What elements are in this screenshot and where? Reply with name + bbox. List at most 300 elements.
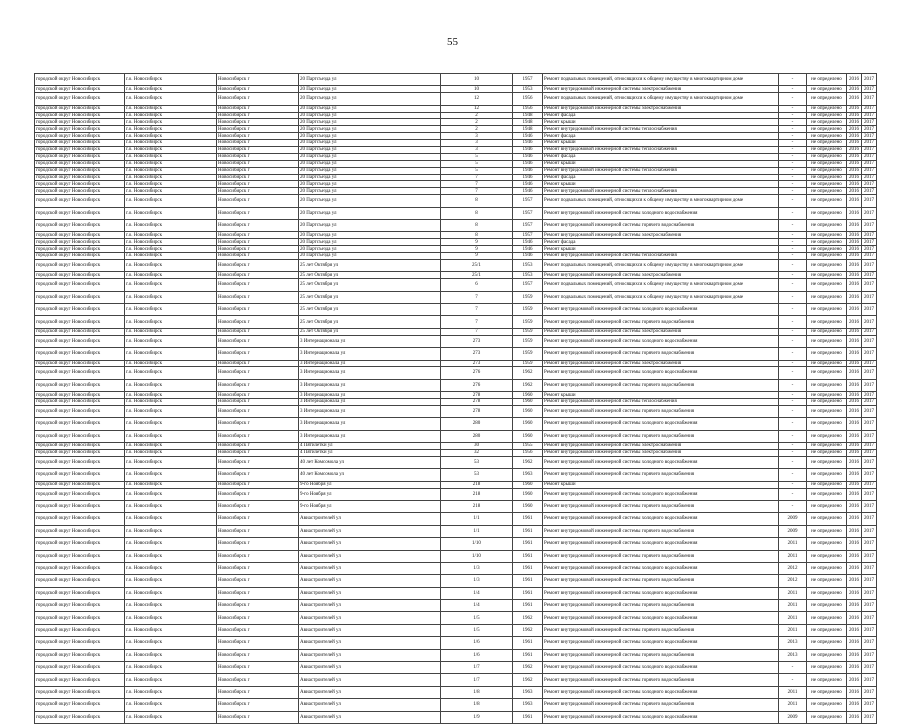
settlement-cell: Новосибирск г [217,399,299,406]
house-number-cell: 8 [441,195,513,207]
table-row [35,147,877,154]
cost-cell: не определено [807,147,847,154]
settlement-cell: Новосибирск г [217,575,299,587]
street-cell: 3 Интернационала ул [299,348,441,360]
municipality-cell: городской округ Новосибирск [35,126,125,133]
plan-start-year-cell: 2016 [847,379,862,391]
plan-end-year-cell: 2017 [862,367,877,379]
build-year-cell: 1962 [513,624,543,636]
municipality-cell: городской округ Новосибирск [35,686,125,698]
cost-cell: не определено [807,167,847,174]
last-repair-year-cell: - [779,392,807,399]
table-row [35,699,877,711]
plan-end-year-cell: 2017 [862,562,877,574]
municipality-cell: городской округ Новосибирск [35,469,125,481]
cost-cell: не определено [807,392,847,399]
cost-cell: не определено [807,488,847,500]
settlement-cell: Новосибирск г [217,220,299,232]
settlement-cell: Новосибирск г [217,105,299,112]
cost-cell: не определено [807,674,847,686]
urban-district-cell: г.о. Новосибирск [125,167,217,174]
last-repair-year-cell: - [779,147,807,154]
settlement-cell: Новосибирск г [217,174,299,181]
plan-end-year-cell: 2017 [862,550,877,562]
settlement-cell: Новосибирск г [217,674,299,686]
house-number-cell: 1/10 [441,538,513,550]
table-row [35,335,877,347]
table-row [35,93,877,105]
municipality-cell: городской округ Новосибирск [35,304,125,316]
build-year-cell: 1963 [513,469,543,481]
municipality-cell: городской округ Новосибирск [35,220,125,232]
house-number-cell: 1/4 [441,600,513,612]
municipality-cell: городской округ Новосибирск [35,649,125,661]
house-number-cell: 10 [441,74,513,86]
table-row [35,167,877,174]
plan-start-year-cell: 2016 [847,253,862,260]
house-number-cell: 7 [441,328,513,335]
municipality-cell: городской округ Новосибирск [35,525,125,537]
plan-start-year-cell: 2016 [847,600,862,612]
cost-cell: не определено [807,612,847,624]
municipality-cell: городской округ Новосибирск [35,335,125,347]
plan-end-year-cell: 2017 [862,195,877,207]
plan-start-year-cell: 2016 [847,399,862,406]
last-repair-year-cell: - [779,674,807,686]
plan-start-year-cell: 2016 [847,93,862,105]
urban-district-cell: г.о. Новосибирск [125,232,217,239]
house-number-cell: 218 [441,481,513,488]
urban-district-cell: г.о. Новосибирск [125,405,217,417]
table-row [35,174,877,181]
municipality-cell: городской округ Новосибирск [35,562,125,574]
house-number-cell: 1/3 [441,575,513,587]
house-number-cell: 2 [441,112,513,119]
table-row [35,253,877,260]
last-repair-year-cell: - [779,418,807,430]
plan-end-year-cell: 2017 [862,188,877,195]
plan-end-year-cell: 2017 [862,140,877,147]
table-row [35,418,877,430]
build-year-cell: 1962 [513,662,543,674]
work-type-cell: Ремонт крыши [543,181,779,188]
build-year-cell: 1957 [513,195,543,207]
settlement-cell: Новосибирск г [217,181,299,188]
municipality-cell: городской округ Новосибирск [35,160,125,167]
build-year-cell: 1959 [513,316,543,328]
plan-start-year-cell: 2016 [847,207,862,219]
urban-district-cell: г.о. Новосибирск [125,188,217,195]
house-number-cell: 53 [441,456,513,468]
work-type-cell: Ремонт фасада [543,153,779,160]
last-repair-year-cell: - [779,360,807,367]
build-year-cell: 1961 [513,525,543,537]
build-year-cell: 1946 [513,174,543,181]
house-number-cell: 25/1 [441,272,513,279]
plan-end-year-cell: 2017 [862,481,877,488]
work-type-cell: Ремонт внутридомовой инженерной системы электроснабжения [543,272,779,279]
table-row [35,291,877,303]
settlement-cell: Новосибирск г [217,624,299,636]
municipality-cell: городской округ Новосибирск [35,367,125,379]
settlement-cell: Новосибирск г [217,711,299,723]
settlement-cell: Новосибирск г [217,259,299,271]
plan-end-year-cell: 2017 [862,119,877,126]
municipality-cell: городской округ Новосибирск [35,430,125,442]
street-cell: 20 Партсъезда ул [299,93,441,105]
settlement-cell: Новосибирск г [217,525,299,537]
street-cell: 20 Партсъезда ул [299,220,441,232]
build-year-cell: 1955 [513,443,543,450]
settlement-cell: Новосибирск г [217,379,299,391]
municipality-cell: городской округ Новосибирск [35,188,125,195]
plan-start-year-cell: 2016 [847,405,862,417]
last-repair-year-cell: - [779,450,807,457]
work-type-cell: Ремонт внутридомовой инженерной системы электроснабжения [543,86,779,93]
table-row [35,304,877,316]
cost-cell: не определено [807,279,847,291]
table-row [35,207,877,219]
settlement-cell: Новосибирск г [217,195,299,207]
street-cell: 3 Интернационала ул [299,392,441,399]
street-cell: Авиастроителей ул [299,711,441,723]
work-type-cell: Ремонт крыши [543,140,779,147]
street-cell: 20 Партсъезда ул [299,112,441,119]
table-row [35,405,877,417]
last-repair-year-cell: - [779,195,807,207]
build-year-cell: 1963 [513,699,543,711]
street-cell: 20 Партсъезда ул [299,239,441,246]
urban-district-cell: г.о. Новосибирск [125,686,217,698]
plan-end-year-cell: 2017 [862,253,877,260]
last-repair-year-cell: - [779,207,807,219]
house-number-cell: 5 [441,160,513,167]
house-number-cell: 1/10 [441,550,513,562]
settlement-cell: Новосибирск г [217,513,299,525]
street-cell: 9-го Ноября ул [299,500,441,512]
table-row [35,246,877,253]
build-year-cell: 1961 [513,550,543,562]
house-number-cell: 5 [441,153,513,160]
build-year-cell: 1962 [513,612,543,624]
plan-end-year-cell: 2017 [862,488,877,500]
street-cell: 3 Интернационала ул [299,418,441,430]
table-row [35,133,877,140]
house-number-cell: 1/7 [441,674,513,686]
work-type-cell: Ремонт внутридомовой инженерной системы теплоснабжения [543,126,779,133]
build-year-cell: 1959 [513,360,543,367]
municipality-cell: городской округ Новосибирск [35,140,125,147]
plan-start-year-cell: 2016 [847,430,862,442]
build-year-cell: 1956 [513,105,543,112]
urban-district-cell: г.о. Новосибирск [125,538,217,550]
last-repair-year-cell: 2013 [779,649,807,661]
cost-cell: не определено [807,469,847,481]
work-type-cell: Ремонт внутридомовой инженерной системы холодного водоснабжения [543,538,779,550]
last-repair-year-cell: - [779,112,807,119]
settlement-cell: Новосибирск г [217,637,299,649]
last-repair-year-cell: 2011 [779,699,807,711]
capital-repair-table-container [34,73,876,724]
urban-district-cell: г.о. Новосибирск [125,550,217,562]
street-cell: 20 Партсъезда ул [299,167,441,174]
municipality-cell: городской округ Новосибирск [35,575,125,587]
house-number-cell: 8 [441,220,513,232]
plan-end-year-cell: 2017 [862,392,877,399]
settlement-cell: Новосибирск г [217,600,299,612]
build-year-cell: 1959 [513,335,543,347]
plan-start-year-cell: 2016 [847,140,862,147]
municipality-cell: городской округ Новосибирск [35,207,125,219]
build-year-cell: 1962 [513,674,543,686]
cost-cell: не определено [807,525,847,537]
cost-cell: не определено [807,93,847,105]
plan-end-year-cell: 2017 [862,649,877,661]
house-number-cell: 1/3 [441,562,513,574]
cost-cell: не определено [807,550,847,562]
house-number-cell: 32 [441,450,513,457]
settlement-cell: Новосибирск г [217,686,299,698]
last-repair-year-cell: 2009 [779,525,807,537]
urban-district-cell: г.о. Новосибирск [125,500,217,512]
work-type-cell: Ремонт внутридомовой инженерной системы горячего водоснабжения [543,316,779,328]
build-year-cell: 1957 [513,279,543,291]
plan-start-year-cell: 2016 [847,418,862,430]
plan-start-year-cell: 2016 [847,550,862,562]
cost-cell: не определено [807,481,847,488]
cost-cell: не определено [807,399,847,406]
cost-cell: не определено [807,160,847,167]
build-year-cell: 1946 [513,147,543,154]
last-repair-year-cell: - [779,74,807,86]
settlement-cell: Новосибирск г [217,335,299,347]
house-number-cell: 3 [441,147,513,154]
house-number-cell: 1/8 [441,699,513,711]
house-number-cell: 1/5 [441,612,513,624]
cost-cell: не определено [807,328,847,335]
municipality-cell: городской округ Новосибирск [35,105,125,112]
house-number-cell: 9 [441,253,513,260]
last-repair-year-cell: - [779,174,807,181]
municipality-cell: городской округ Новосибирск [35,348,125,360]
last-repair-year-cell: 2013 [779,637,807,649]
last-repair-year-cell: - [779,140,807,147]
settlement-cell: Новосибирск г [217,246,299,253]
house-number-cell: 7 [441,291,513,303]
work-type-cell: Ремонт фасада [543,239,779,246]
last-repair-year-cell: - [779,160,807,167]
urban-district-cell: г.о. Новосибирск [125,525,217,537]
urban-district-cell: г.о. Новосибирск [125,443,217,450]
table-row [35,259,877,271]
cost-cell: не определено [807,405,847,417]
house-number-cell: 7 [441,174,513,181]
plan-start-year-cell: 2016 [847,272,862,279]
plan-start-year-cell: 2016 [847,153,862,160]
plan-end-year-cell: 2017 [862,239,877,246]
last-repair-year-cell: - [779,220,807,232]
work-type-cell: Ремонт крыши [543,246,779,253]
build-year-cell: 1953 [513,86,543,93]
plan-start-year-cell: 2016 [847,279,862,291]
build-year-cell: 1948 [513,119,543,126]
plan-end-year-cell: 2017 [862,612,877,624]
work-type-cell: Ремонт внутридомовой инженерной системы электроснабжения [543,443,779,450]
table-row [35,195,877,207]
work-type-cell: Ремонт внутридомовой инженерной системы горячего водоснабжения [543,348,779,360]
last-repair-year-cell: - [779,279,807,291]
work-type-cell: Ремонт внутридомовой инженерной системы холодного водоснабжения [543,637,779,649]
settlement-cell: Новосибирск г [217,74,299,86]
plan-end-year-cell: 2017 [862,662,877,674]
last-repair-year-cell: - [779,272,807,279]
table-row [35,112,877,119]
build-year-cell: 1957 [513,74,543,86]
street-cell: Авиастроителей ул [299,637,441,649]
settlement-cell: Новосибирск г [217,328,299,335]
work-type-cell: Ремонт внутридомовой инженерной системы теплоснабжения [543,167,779,174]
last-repair-year-cell: - [779,481,807,488]
street-cell: 25 лет Октября ул [299,259,441,271]
table-row [35,430,877,442]
street-cell: 40 лет Комсомола ул [299,456,441,468]
work-type-cell: Ремонт внутридомовой инженерной системы горячего водоснабжения [543,379,779,391]
urban-district-cell: г.о. Новосибирск [125,481,217,488]
last-repair-year-cell: - [779,291,807,303]
build-year-cell: 1946 [513,181,543,188]
cost-cell: не определено [807,220,847,232]
street-cell: Авиастроителей ул [299,525,441,537]
house-number-cell: 276 [441,379,513,391]
table-row [35,469,877,481]
house-number-cell: 12 [441,93,513,105]
urban-district-cell: г.о. Новосибирск [125,328,217,335]
cost-cell: не определено [807,174,847,181]
urban-district-cell: г.о. Новосибирск [125,562,217,574]
urban-district-cell: г.о. Новосибирск [125,153,217,160]
build-year-cell: 1957 [513,207,543,219]
last-repair-year-cell: - [779,367,807,379]
plan-end-year-cell: 2017 [862,167,877,174]
last-repair-year-cell: - [779,181,807,188]
work-type-cell: Ремонт внутридомовой инженерной системы холодного водоснабжения [543,207,779,219]
street-cell: Авиастроителей ул [299,513,441,525]
settlement-cell: Новосибирск г [217,481,299,488]
municipality-cell: городской округ Новосибирск [35,239,125,246]
cost-cell: не определено [807,348,847,360]
build-year-cell: 1963 [513,686,543,698]
table-row [35,562,877,574]
last-repair-year-cell: - [779,253,807,260]
cost-cell: не определено [807,133,847,140]
settlement-cell: Новосибирск г [217,279,299,291]
build-year-cell: 1953 [513,272,543,279]
build-year-cell: 1961 [513,637,543,649]
plan-start-year-cell: 2016 [847,612,862,624]
cost-cell: не определено [807,379,847,391]
build-year-cell: 1960 [513,418,543,430]
cost-cell: не определено [807,239,847,246]
urban-district-cell: г.о. Новосибирск [125,624,217,636]
urban-district-cell: г.о. Новосибирск [125,105,217,112]
work-type-cell: Ремонт внутридомовой инженерной системы электроснабжения [543,360,779,367]
work-type-cell: Ремонт внутридомовой инженерной системы горячего водоснабжения [543,430,779,442]
urban-district-cell: г.о. Новосибирск [125,133,217,140]
table-row [35,367,877,379]
street-cell: 25 лет Октября ул [299,304,441,316]
plan-start-year-cell: 2016 [847,538,862,550]
plan-end-year-cell: 2017 [862,220,877,232]
plan-end-year-cell: 2017 [862,160,877,167]
last-repair-year-cell: - [779,304,807,316]
build-year-cell: 1946 [513,140,543,147]
capital-repair-table [34,73,877,724]
work-type-cell: Ремонт внутридомовой инженерной системы холодного водоснабжения [543,662,779,674]
cost-cell: не определено [807,360,847,367]
plan-start-year-cell: 2016 [847,575,862,587]
urban-district-cell: г.о. Новосибирск [125,575,217,587]
house-number-cell: 1/6 [441,649,513,661]
page-number: 55 [447,36,458,48]
last-repair-year-cell: - [779,399,807,406]
street-cell: 25 лет Октября ул [299,272,441,279]
table-row [35,328,877,335]
table-row [35,600,877,612]
work-type-cell: Ремонт подвальных помещений, относящихся к общему имуществу в многоквартирном доме [543,74,779,86]
urban-district-cell: г.о. Новосибирск [125,126,217,133]
urban-district-cell: г.о. Новосибирск [125,119,217,126]
settlement-cell: Новосибирск г [217,562,299,574]
cost-cell: не определено [807,538,847,550]
municipality-cell: городской округ Новосибирск [35,550,125,562]
plan-end-year-cell: 2017 [862,304,877,316]
work-type-cell: Ремонт внутридомовой инженерной системы теплоснабжения [543,253,779,260]
house-number-cell: 273 [441,360,513,367]
last-repair-year-cell: - [779,500,807,512]
plan-end-year-cell: 2017 [862,525,877,537]
plan-end-year-cell: 2017 [862,207,877,219]
house-number-cell: 1/6 [441,637,513,649]
last-repair-year-cell: 2011 [779,587,807,599]
cost-cell: не определено [807,259,847,271]
plan-start-year-cell: 2016 [847,360,862,367]
last-repair-year-cell: - [779,259,807,271]
last-repair-year-cell: - [779,167,807,174]
urban-district-cell: г.о. Новосибирск [125,316,217,328]
table-row [35,674,877,686]
plan-start-year-cell: 2016 [847,649,862,661]
build-year-cell: 1959 [513,328,543,335]
plan-end-year-cell: 2017 [862,246,877,253]
table-row [35,232,877,239]
house-number-cell: 2 [441,119,513,126]
cost-cell: не определено [807,272,847,279]
settlement-cell: Новосибирск г [217,291,299,303]
table-row [35,711,877,723]
municipality-cell: городской округ Новосибирск [35,488,125,500]
build-year-cell: 1962 [513,379,543,391]
plan-start-year-cell: 2016 [847,348,862,360]
plan-end-year-cell: 2017 [862,112,877,119]
table-row [35,86,877,93]
plan-start-year-cell: 2016 [847,174,862,181]
plan-end-year-cell: 2017 [862,513,877,525]
last-repair-year-cell: - [779,239,807,246]
settlement-cell: Новосибирск г [217,587,299,599]
last-repair-year-cell: - [779,488,807,500]
street-cell: 4 Пятилетки ул [299,443,441,450]
urban-district-cell: г.о. Новосибирск [125,174,217,181]
